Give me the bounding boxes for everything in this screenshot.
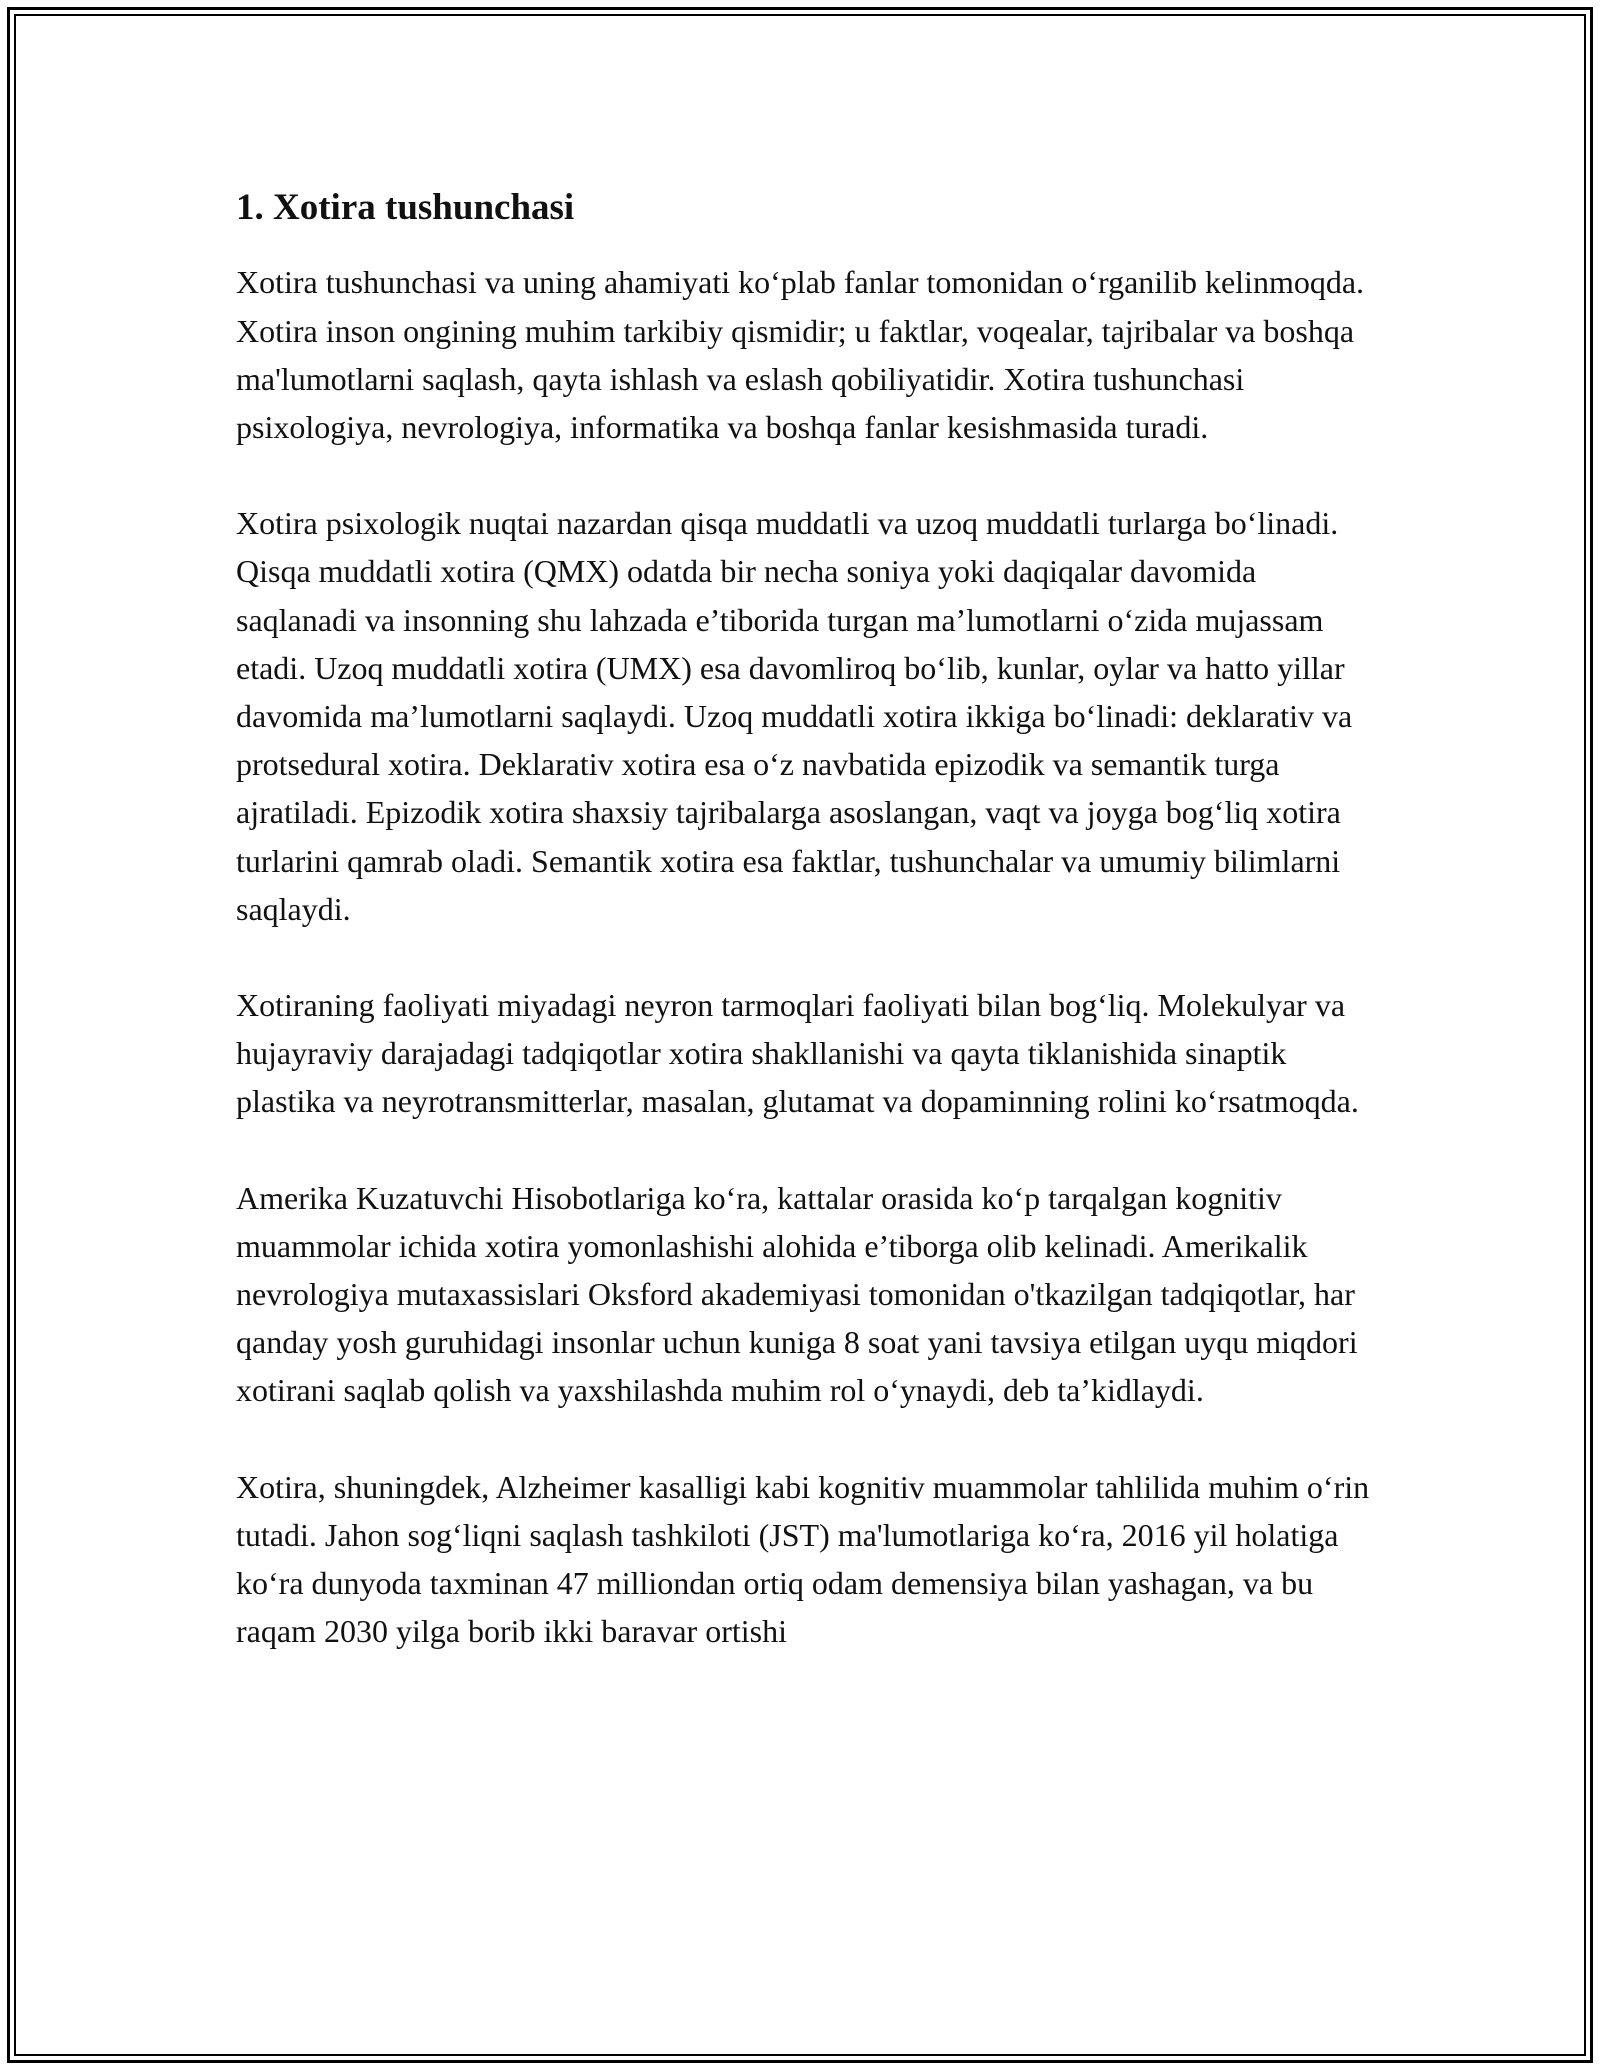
paragraph-4: Amerika Kuzatuvchi Hisobotlariga koʻra, kattalar orasida koʻp tarqalgan kognitiv muammolar ichida xotira yomonlashishi alohida e’tiborga olib kelinadi. Amerikalik nevrologiya mutaxassislari Oksford akademiyasi tomonidan o'tkazilgan tadqiqotlar, har qanday yosh guruhidagi insonlar uchun kuniga 8 soat yani tavsiya etilgan uyqu miqdori xotirani saqlab qolish va yaxshilashda muhim rol oʻynaydi, deb ta’kidlaydi. [236,1179,1358,1409]
paragraph-1: Xotira tushunchasi va uning ahamiyati koʻplab fanlar tomonidan oʻrganilib kelinmoqda. Xotira inson ongining muhim tarkibiy qismidir; u faktlar, voqealar, tajribalar va boshqa ma'lumotlarni saqlash, qayta ishlash va eslash qobiliyatidir. Xotira tushunchasi psixologiya, nevrologiya, informatika va boshqa fanlar kesishmasida turadi. [236,264,1365,445]
paragraph-2: Xotira psixologik nuqtai nazardan qisqa muddatli va uzoq muddatli turlarga boʻlinadi. Qisqa muddatli xotira (QMX) odatda bir necha soniya yoki daqiqalar davomida saqlanadi va insonning shu lahzada e’tiborida turgan ma’lumotlarni oʻzida mujassam etadi. Uzoq muddatli xotira (UMX) esa davomliroq boʻlib, kunlar, oylar va hatto yillar davomida ma’lumotlarni saqlaydi. Uzoq muddatli xotira ikkiga boʻlinadi: deklarativ va protsedural xotira. Deklarativ xotira esa oʻz navbatida epizodik va semantik turga ajratiladi. Epizodik xotira shaxsiy tajribalarga asoslangan, vaqt va joyga bogʻliq xotira turlarini qamrab oladi. Semantik xotira esa faktlar, tushunchalar va umumiy bilimlarni saqlaydi. [236,505,1353,927]
paragraph-3: Xotiraning faoliyati miyadagi neyron tarmoqlari faoliyati bilan bogʻliq. Molekulyar va hujayraviy darajadagi tadqiqotlar xotira shakllanishi va qayta tiklanishida sinaptik plastika va neyrotransmitterlar, masalan, glutamat va dopaminning rolini koʻrsatmoqda. [236,987,1359,1120]
document-body [236,186,1376,1703]
section-heading: 1. Xotira tushunchasi [236,187,575,228]
paragraph-5: Xotira, shuningdek, Alzheimer kasalligi kabi kognitiv muammolar tahlilida muhim oʻrin tutadi. Jahon sogʻliqni saqlash tashkiloti (JST) ma'lumotlariga koʻra, 2016 yil holatiga koʻra dunyoda taxminan 47 milliondan ortiq odam demensiya bilan yashagan, va bu raqam 2030 yilga borib ikki baravar ortishi [236,1468,1370,1650]
